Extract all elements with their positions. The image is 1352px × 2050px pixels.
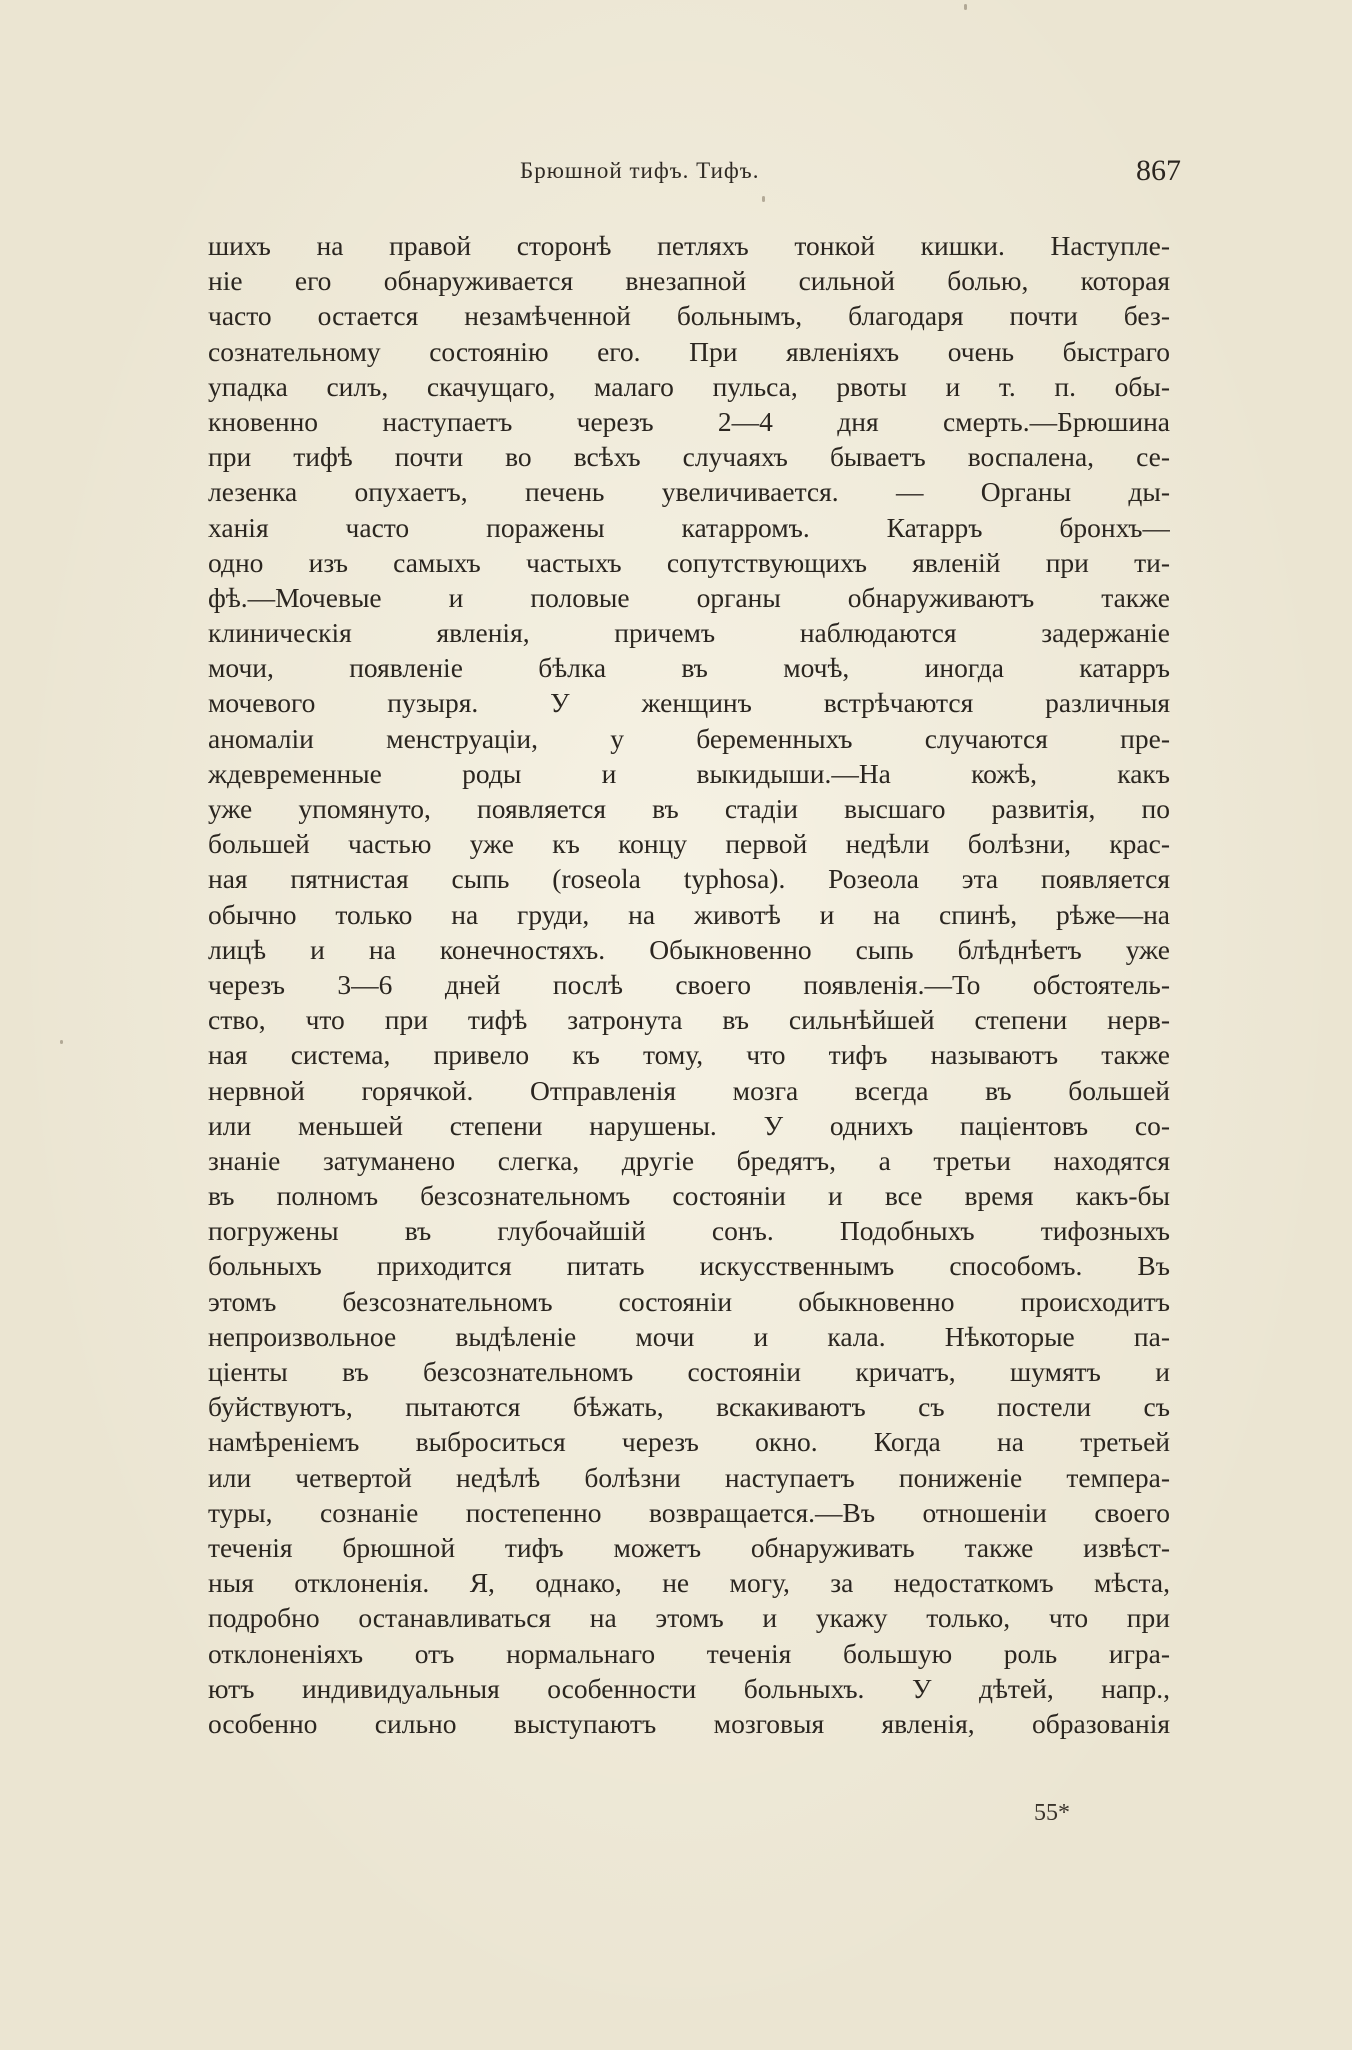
text-line: въ полномъ безсознательномъ состояніи и все время какъ-бы: [208, 1180, 1170, 1212]
text-line: ныя отклоненія. Я, однако, не могу, за недостаткомъ мѣста,: [208, 1567, 1170, 1599]
text-line: особенно сильно выступаютъ мозговыя явленія, образованія: [208, 1707, 1170, 1739]
text-line: туры, сознаніе постепенно возвращается.—Въ отношеніи своего: [208, 1496, 1170, 1528]
text-line: часто остается незамѣченной больнымъ, благодаря почти без-: [208, 300, 1170, 332]
text-line: ная система, привело къ тому, что тифъ называютъ также: [208, 1039, 1170, 1071]
text-line: намѣреніемъ выброситься черезъ окно. Когда на третьей: [208, 1426, 1170, 1458]
paper-speck: [964, 4, 967, 10]
text-line: ціенты въ безсознательномъ состояніи кричатъ, шумятъ и: [208, 1356, 1170, 1387]
text-line: уже упомянуто, появляется въ стадіи высшаго развитія, по: [208, 793, 1170, 824]
body-text: [208, 228, 1170, 1741]
text-line: ютъ индивидуальныя особенности больныхъ. У дѣтей, напр.,: [208, 1672, 1170, 1704]
text-line: клиническія явленія, причемъ наблюдаются задержаніе: [208, 617, 1170, 649]
text-line: мочевого пузыря. У женщинъ встрѣчаются различныя: [208, 687, 1170, 719]
text-line: лезенка опухаетъ, печень увеличивается. — Органы ды-: [208, 476, 1170, 508]
text-line: упадка силъ, скачущаго, малаго пульса, рвоты и т. п. обы-: [208, 370, 1170, 402]
text-line: черезъ 3—6 дней послѣ своего появленія.—То обстоятель-: [208, 968, 1170, 1000]
text-line: фѣ.—Мочевые и половые органы обнаруживаютъ также: [208, 581, 1170, 613]
text-line: при тифѣ почти во всѣхъ случаяхъ бываетъ воспалена, се-: [208, 441, 1170, 473]
text-line: ханія часто поражены катарромъ. Катарръ бронхъ—: [208, 511, 1170, 543]
text-line: нервной горячкой. Отправленія мозга всегда въ большей: [208, 1074, 1170, 1106]
text-line: подробно останавливаться на этомъ и укажу только, что при: [208, 1602, 1170, 1634]
text-line: ная пятнистая сыпь (roseola typhosa). Розеола эта появляется: [208, 863, 1170, 895]
paper-speck: [762, 196, 765, 202]
text-line: аномаліи менструаціи, у беременныхъ случаются пре-: [208, 722, 1170, 754]
text-line: мочи, появленіе бѣлка въ мочѣ, иногда катарръ: [208, 652, 1170, 684]
text-line: больныхъ приходится питать искусственнымъ способомъ. Въ: [208, 1250, 1170, 1282]
text-line: буйствуютъ, пытаются бѣжать, вскакиваютъ съ постели съ: [208, 1391, 1170, 1423]
text-line: знаніе затуманено слегка, другіе бредятъ, а третьи находятся: [208, 1144, 1170, 1176]
text-line: одно изъ самыхъ частыхъ сопутствующихъ явленій при ти-: [208, 546, 1170, 578]
text-line: кновенно наступаетъ черезъ 2—4 дня смерть.—Брюшина: [208, 405, 1170, 437]
page-number: 867: [1136, 154, 1181, 187]
text-line: отклоненіяхъ отъ нормальнаго теченія большую роль игра-: [208, 1637, 1170, 1669]
signature-mark: 55*: [1034, 1800, 1070, 1826]
text-line: или меньшей степени нарушены. У однихъ паціентовъ со-: [208, 1109, 1170, 1141]
running-title: Брюшной тифъ. Тифъ.: [520, 158, 760, 183]
text-line: ство, что при тифѣ затронута въ сильнѣйшей степени нерв-: [208, 1004, 1170, 1036]
text-line: сознательному состоянію его. При явленіяхъ очень быстраго: [208, 335, 1170, 367]
text-line: ніе его обнаруживается внезапной сильной болью, которая: [208, 265, 1170, 297]
text-line: теченія брюшной тифъ можетъ обнаруживать также извѣст-: [208, 1531, 1170, 1563]
text-line: обычно только на груди, на животѣ и на спинѣ, рѣже—на: [208, 898, 1170, 930]
text-line: непроизвольное выдѣленіе мочи и кала. Нѣкоторые па-: [208, 1320, 1170, 1352]
text-line: шихъ на правой сторонѣ петляхъ тонкой кишки. Наступле-: [208, 230, 1170, 261]
text-line: этомъ безсознательномъ состояніи обыкновенно происходитъ: [208, 1285, 1170, 1317]
text-line: ждевременные роды и выкидыши.—На кожѣ, какъ: [208, 757, 1170, 789]
text-line: лицѣ и на конечностяхъ. Обыкновенно сыпь блѣднѣетъ уже: [208, 933, 1170, 965]
text-line: погружены въ глубочайшій сонъ. Подобныхъ тифозныхъ: [208, 1215, 1170, 1247]
paper-speck: [60, 1040, 63, 1044]
text-line: большей частью уже къ концу первой недѣли болѣзни, крас-: [208, 828, 1170, 860]
text-line: или четвертой недѣлѣ болѣзни наступаетъ пониженіе темпера-: [208, 1461, 1170, 1493]
